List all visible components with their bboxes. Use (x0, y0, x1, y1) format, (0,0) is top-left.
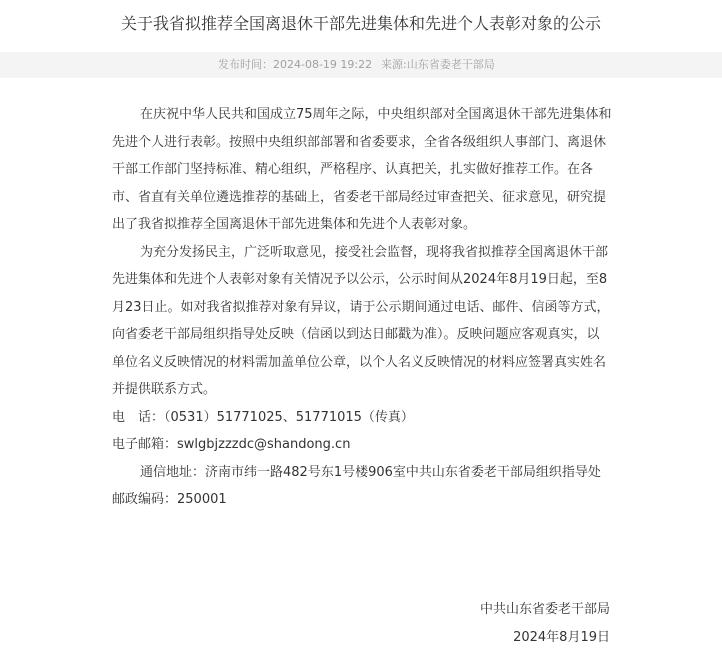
contact-postcode: 邮政编码：250001 (112, 492, 227, 507)
article-source: 来源:山东省委老干部局 (381, 58, 495, 71)
publish-date: 发布时间：2024-08-19 19:22 (218, 58, 373, 71)
article-body (112, 101, 612, 514)
signature-org: 中共山东省委老干部局 (479, 602, 610, 617)
paragraph-1: 在庆祝中华人民共和国成立75周年之际，中央组织部对全国离退休干部先进集体和先进个人进行表彰。按照中央组织部部署和省委要求，全省各级组织人事部门、离退休干部工作部门坚持标准、精心组织，严格程序、认真把关，扎实做好推荐工作。在各市、省直有关单位遴选推荐的基础上，省委老干部局经过审查把关、征求意见，研究提出了我省拟推荐全国离退休干部先进集体和先进个人表彰对象。 (112, 107, 612, 232)
article-title: 关于我省拟推荐全国离退休干部先进集体和先进个人表彰对象的公示 (120, 14, 601, 33)
contact-phone: 电 话：（0531）51771025、51771015（传真） (112, 409, 414, 425)
article-meta-bar (0, 52, 722, 78)
contact-address: 通信地址：济南市纬一路482号东1号楼906室中共山东省委老干部局组织指导处 (140, 464, 601, 480)
paragraph-2: 为充分发扬民主，广泛听取意见，接受社会监督，现将我省拟推荐全国离退休干部先进集体和先进个人表彰对象有关情况予以公示，公示时间从2024年8月19日起，至8月23日止。如对我省拟推荐对象有异议，请于公示期间通过电话、邮件、信函等方式，向省委老干部局组织指导处反映（信函以到达日邮戳为准）。反映问题应客观真实，以单位名义反映情况的材料需加盖单位公章，以个人名义反映情况的材料应签署真实姓名并提供联系方式。 (112, 244, 610, 397)
signature-date: 2024年8月19日 (513, 630, 610, 645)
contact-email: 电子邮箱：swlgbjzzzdc@shandong.cn (112, 437, 351, 452)
